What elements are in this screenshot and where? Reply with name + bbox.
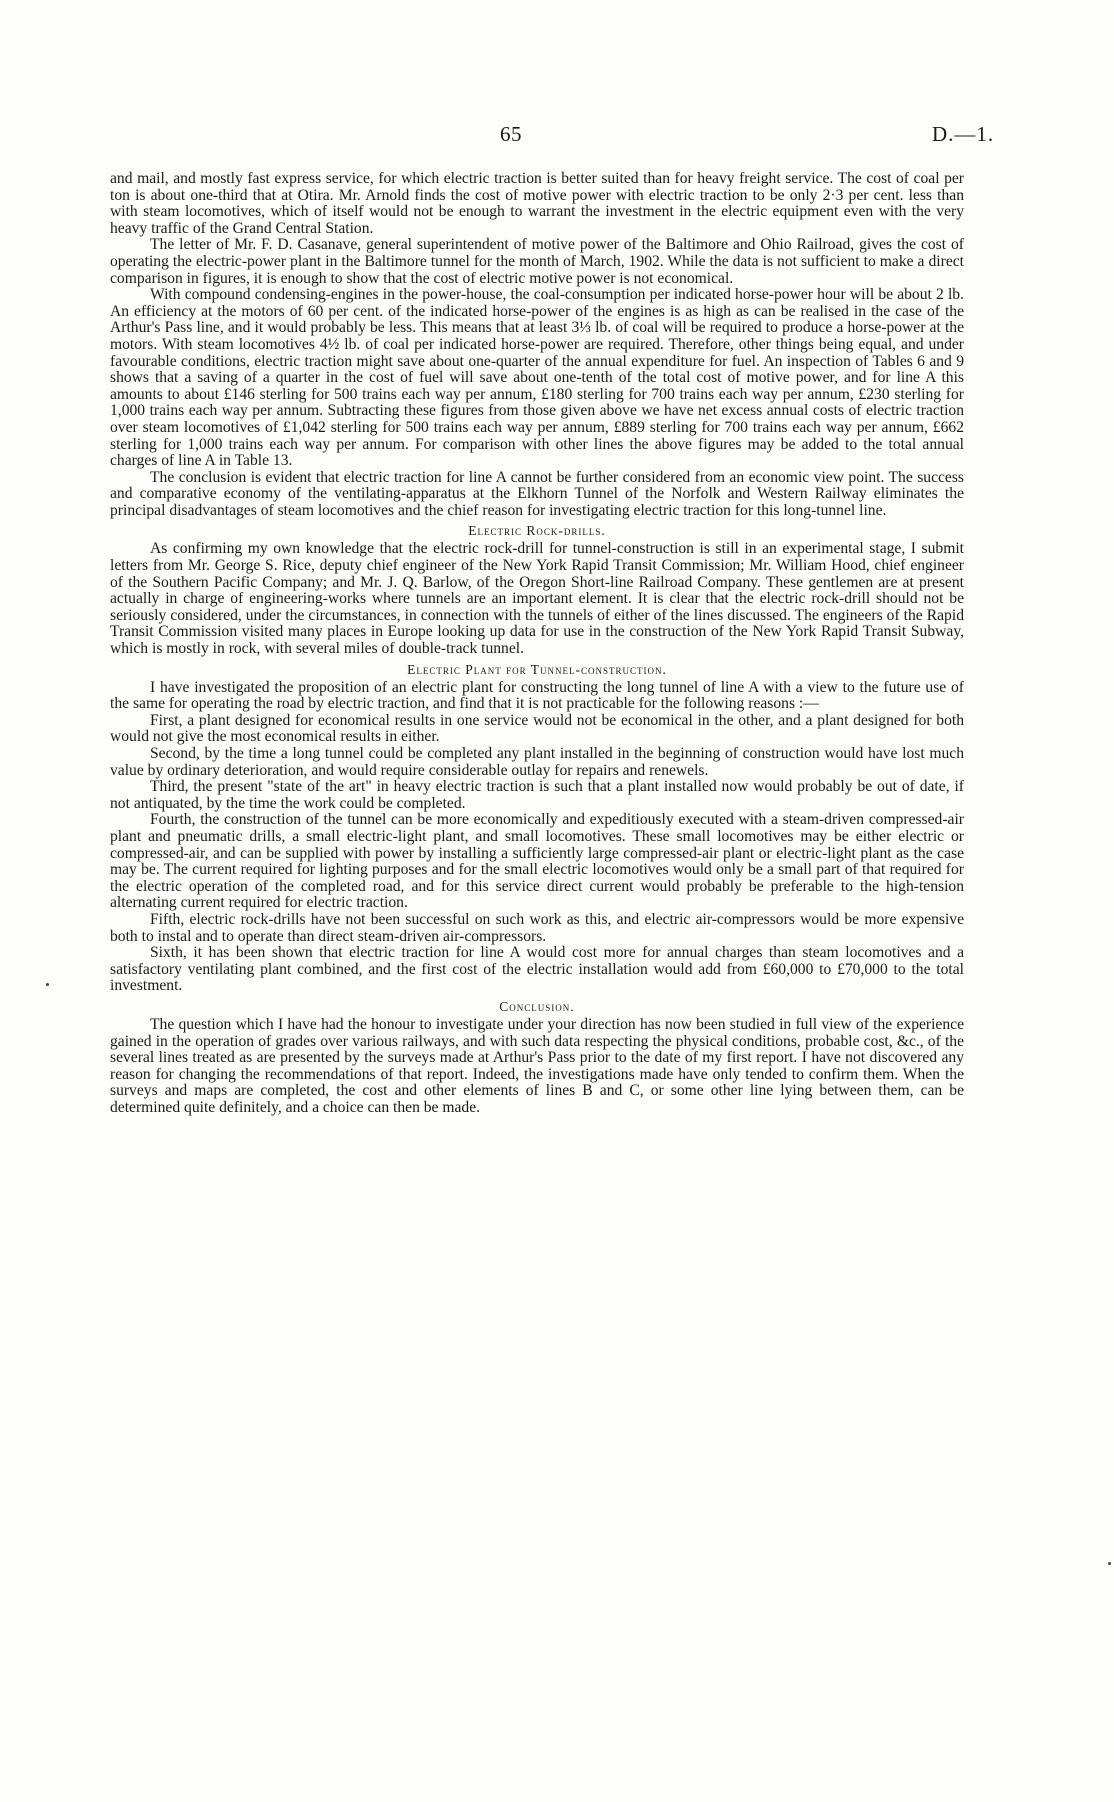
paragraph-reason-fourth: Fourth, the construction of the tunnel can be more economically and expeditiously executed with a steam-driven compressed-air plant and pneumatic drills, a small electric-light plant, and small locomotives. These small locomotives may be either electric or compressed-air, and can be supplied with power by installing a sufficiently large compressed-air plant or electric-light plant as the case may be. The current required for lighting purposes and for the small electric locomotives would only be a small part of that required for the electric operation of the completed road, and for this service direct current would probably be preferable to the high-tension alternating current required for electric traction. xyxy=(110,811,964,912)
heading-electric-plant: Electric Plant for Tunnel-construction. xyxy=(407,661,667,677)
scan-speck xyxy=(1108,1562,1111,1565)
document-reference: D.—1. xyxy=(932,122,995,146)
paragraph-coal-consumption: With compound condensing-engines in the power-house, the coal-consumption per indicated horse-power hour will be about 2 lb. An efficiency at the motors of 60 per cent. of the indicated horse-power of the engines is as high as can be realised in the case of the Arthur's Pass line, and it would probably be less. This means that at least 3⅓ lb. of coal will be required to produce a horse-power at the motors. With steam locomotives 4½ lb. of coal per indicated horse-power are required. Therefore, other things being equal, and under favourable conditions, electric traction might save about one-quarter of the annual expenditure for fuel. An inspection of Tables 6 and 9 shows that a saving of a quarter in the cost of fuel will save about one-tenth of the total cost of motive power, and for line A this amounts to about £146 sterling for 500 trains each way per annum, £180 sterling for 700 trains each way per annum, £230 sterling for 1,000 trains each way per annum. Subtracting these figures from those given above we have net excess annual costs of electric traction over steam locomotives of £1,042 sterling for 500 trains each way per annum, £889 sterling for 700 trains each way per annum, £662 sterling for 1,000 trains each way per annum. For comparison with other lines the above figures may be added to the total annual charges of line A in Table 13. xyxy=(110,286,964,470)
heading-conclusion: Conclusion. xyxy=(499,998,575,1014)
paragraph-conclusion-line-a: The conclusion is evident that electric traction for line A cannot be further considered from an economic view point. The success and comparative economy of the ventilating-apparatus at the Elkhorn Tunnel of the Norfolk and Western Railway eliminates the principal disadvantages of steam locomotives and the chief reason for investigating electric traction for this long-tunnel line. xyxy=(110,468,964,519)
paragraph-reason-fifth: Fifth, electric rock-drills have not been successful on such work as this, and electric air-compressors would be more expensive both to instal and to operate than direct steam-driven air-compressors. xyxy=(110,910,964,945)
scan-speck xyxy=(46,983,49,986)
paragraph-casanave-letter: The letter of Mr. F. D. Casanave, general superintendent of motive power of the Baltimore and Ohio Railroad, gives the cost of operating the electric-power plant in the Baltimore tunnel for the month of March, 1902. While the data is not sufficient to make a direct comparison in figures, it is enough to show that the cost of electric motive power is not economical. xyxy=(110,236,964,287)
paragraph-reason-first: First, a plant designed for economical results in one service would not be economical in the other, and a plant designed for both would not give the most economical results in either. xyxy=(110,711,964,746)
page-number: 65 xyxy=(500,122,522,146)
heading-electric-rock-drills: Electric Rock-drills. xyxy=(468,523,606,539)
paragraph-reason-sixth: Sixth, it has been shown that electric traction for line A would cost more for annual charges than steam locomotives and a satisfactory ventilating plant combined, and the first cost of the electric installation would add from £60,000 to £70,000 to the total investment. xyxy=(110,944,964,995)
paragraph-rock-drills: As confirming my own knowledge that the electric rock-drill for tunnel-construction is still in an experimental stage, I submit letters from Mr. George S. Rice, deputy chief engineer of the New York Rapid Transit Commission; Mr. William Hood, chief engineer of the Southern Pacific Company; and Mr. J. Q. Barlow, of the Oregon Short-line Railroad Company. These gentlemen are at present actually in charge of engineering-works where tunnels are an important element. It is clear that the electric rock-drill should not be seriously considered, under the circumstances, in connection with the tunnels of either of the lines discussed. The engineers of the Rapid Transit Commission visited many places in Europe looking up data for use in the construction of the New York Rapid Transit Subway, which is mostly in rock, with several miles of double-track tunnel. xyxy=(110,540,964,658)
paragraph-conclusion: The question which I have had the honour to investigate under your direction has now been studied in full view of the experience gained in the operation of grades over various railways, and with such data respecting the physical conditions, probable cost, &c., of the several lines treated as are presented by the surveys made at Arthur's Pass prior to the date of my first report. I have not discovered any reason for changing the recommendations of that report. Indeed, the investigations made have only tended to confirm them. When the surveys and maps are completed, the cost and other elements of lines B and C, or some other line lying between them, can be determined quite definitely, and a choice can then be made. xyxy=(110,1015,964,1116)
body-text xyxy=(110,171,964,1116)
paragraph-continued: and mail, and mostly fast express service, for which electric traction is better suited than for heavy freight service. The cost of coal per ton is about one-third that at Otira. Mr. Arnold finds the cost of motive power with electric traction to be only 2·3 per cent. less than with steam locomotives, which of itself would not be enough to warrant the investment in the electric equipment even with the very heavy traffic of the Grand Central Station. xyxy=(110,170,964,237)
paragraph-reason-third: Third, the present "state of the art" in heavy electric traction is such that a plant installed now would probably be out of date, if not antiquated, by the time the work could be completed. xyxy=(110,778,964,812)
paragraph-reason-second: Second, by the time a long tunnel could be completed any plant installed in the beginning of construction would have lost much value by ordinary deterioration, and would require considerable outlay for repairs and renewels. xyxy=(110,745,964,779)
paragraph-plant-intro: I have investigated the proposition of an electric plant for constructing the long tunnel of line A with a view to the future use of the same for operating the road by electric traction, and find that it is not practicable for the following reasons :— xyxy=(110,678,964,713)
